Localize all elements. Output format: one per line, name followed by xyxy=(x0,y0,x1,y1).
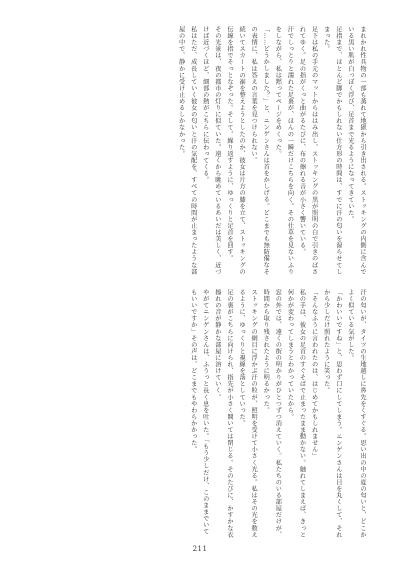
paragraph: ストッキングの網目に浮かぶ汗の粒が、照明を受けて小さく光る。私はその光を数えるように、ゆっくりと視線を落としていった。 xyxy=(238,289,258,538)
paragraph: その光景は、夜の都市の灯りに似ていた。遠くから眺めているあいだは美しく、近づけば近づくほど、細部の熱がこちらに伝わってくる。 xyxy=(201,26,221,275)
paragraph: やがてニンゲンさんは、ふうっと長く息を吐いた。「もう少しだけ、このままでいてもいいですか」その声は、どこまでもやわらかかった。 xyxy=(189,289,209,535)
paragraph: 足の裏がこちらに向けられ、指先が小さく開いては閉じる。そのたびに、かすかな衣擦れの音が静かな部屋に溶けていく。 xyxy=(213,289,233,538)
paragraph: 「そんなふうに言われたのは、はじめてかもしれません」 xyxy=(310,289,318,460)
paragraph: 私の手は、彼女の足首のすぐそばで止まったまま動かない。触れてしまえば、きっと何かが変わってしまうとわかっていたから。 xyxy=(286,289,306,538)
upper-text-block xyxy=(32,26,368,276)
paragraph: 汗でしっとりと濡れた足裏が、ほんの一瞬だけこちらを向く。その仕草を見ないふりをしながら、私は黙ってページをめくった。 xyxy=(274,26,294,275)
paragraph: 続いてスカートの裾を整えようとしたのか、彼女は片方の膝を立て、ストッキングの伝線を指でそっとなぞった。そして、繰り返すように、ゆっくりと足首を回す。 xyxy=(225,26,246,275)
paragraph: 足指まで、ほとんど脚でかもしれない仕方形の時間は、すでに汗の匂いを湿らせてしまった。 xyxy=(322,26,342,275)
paragraph: 汗の匂いが、タイツの生地越しに鼻先をくすぐる。思い出の中の夏の匂いと、どこかよく似ている気がした。 xyxy=(346,289,366,538)
page-number: 211 xyxy=(192,545,208,553)
paragraph: 「かわいいですね」と、思わず口にしてしまう。ニンゲンさんは目を丸くして、それから少しだけ照れたように笑った。 xyxy=(322,289,342,538)
paragraph: 窓の外では、遠くの街の明かりがひとつずつ消えていく。私たちのいる部屋だけが、時間から取り残されたように明るかった。 xyxy=(262,289,282,538)
paragraph: 足下は私の手元のマットからははみ出し、ストッキングの黒が照明の白で引きのばされてゆく。足の指がくっと曲がるたびに、布の擦れる音が小さく響いている。 xyxy=(298,26,318,275)
paragraph: 「……どうかしました？」と、ニンゲンさんは首をかしげる。どこまでも無防備なその表情に、私は答えの言葉を見つけられない。 xyxy=(250,26,270,275)
lower-text-block xyxy=(32,289,368,539)
paragraph: 私はただ、成長していく彼女の匂いと汗の気配を、すべての時間が止まったような部屋の中で、静かに受け止めるしかなかった。 xyxy=(177,26,197,275)
paragraph: まれかれ性具物の一部も蒸れて地獄から引き出される。ストッキングの内側に含んでいる黒い肌が白っぽく浮び、足首まで光るようになってきていた。 xyxy=(346,26,366,275)
